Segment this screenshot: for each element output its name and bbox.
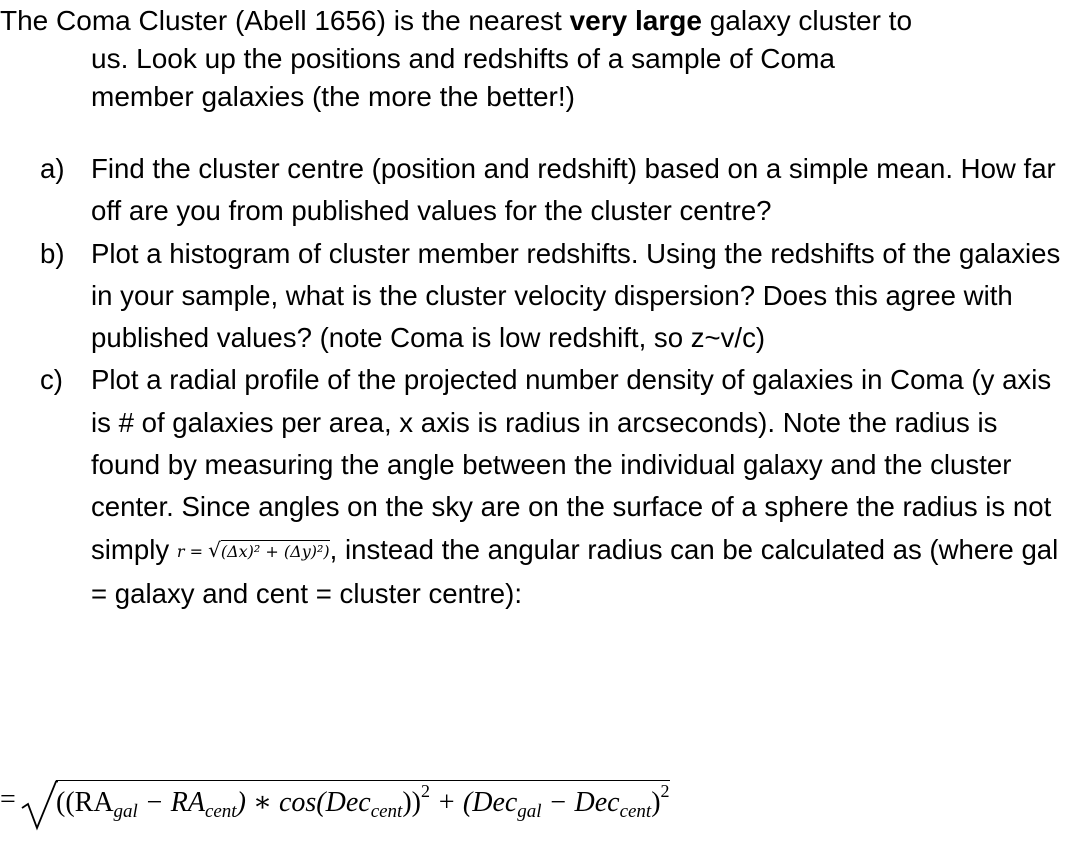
radical-sign-icon: √: [208, 537, 221, 562]
intro-paragraph: [0, 2, 1060, 116]
radical-sign-icon: [20, 774, 58, 832]
inline-radicand: (Δx)² + (Δy)²): [220, 541, 330, 561]
question-marker-b: b): [40, 237, 65, 269]
formula-radicand: ($(RA_{gal} - RA_{cent})$ ∗ $\cos(Dec_{cent}))^2 + (Dec_{gal} - Dec_{cent})^2$: [56, 781, 670, 822]
intro-line-2: us. Look up the positions and redshifts of a sample of Coma: [91, 43, 835, 74]
question-text-c-before: Plot a radial profile of the projected number density of galaxies in Coma (y axis is # of galaxies per area, x axis is radius in arcseconds). Note the radius is found by measuring the angle between the individual galaxy and the cluster center. Since angles on the sky are on the surface of a sphere the radius is not simply: [91, 364, 1052, 565]
question-marker-c: c): [40, 364, 63, 396]
question-item-c: [0, 359, 1070, 615]
question-item-b: [0, 233, 1070, 360]
inline-radius-formula: r = √(Δx)² + (Δy)²): [176, 537, 330, 562]
intro-bold-phrase: very large: [569, 5, 702, 36]
formula-equals: =: [0, 784, 16, 815]
question-marker-a: a): [40, 153, 65, 184]
question-item-a: [0, 148, 1070, 233]
question-list: [0, 148, 1070, 615]
angular-radius-formula: [0, 768, 1060, 828]
question-text-b: Plot a histogram of cluster member redshifts. Using the redshifts of the galaxies in your sample, what is the cluster velocity dispersion? Does this agree with published values? (note Coma is low redshift, so z~v/c): [91, 237, 1061, 354]
intro-line-1: The Coma Cluster (Abell 1656) is the nearest very large galaxy cluster to: [0, 5, 913, 36]
intro-line-3: member galaxies (the more the better!): [91, 81, 575, 112]
question-text-c-after: , instead the angular radius can be calculated as (where gal = galaxy and cent = cluster centre):: [91, 533, 1059, 609]
question-text-a: Find the cluster centre (position and redshift) based on a simple mean. How far off are you from published values for the cluster centre?: [91, 153, 1056, 227]
